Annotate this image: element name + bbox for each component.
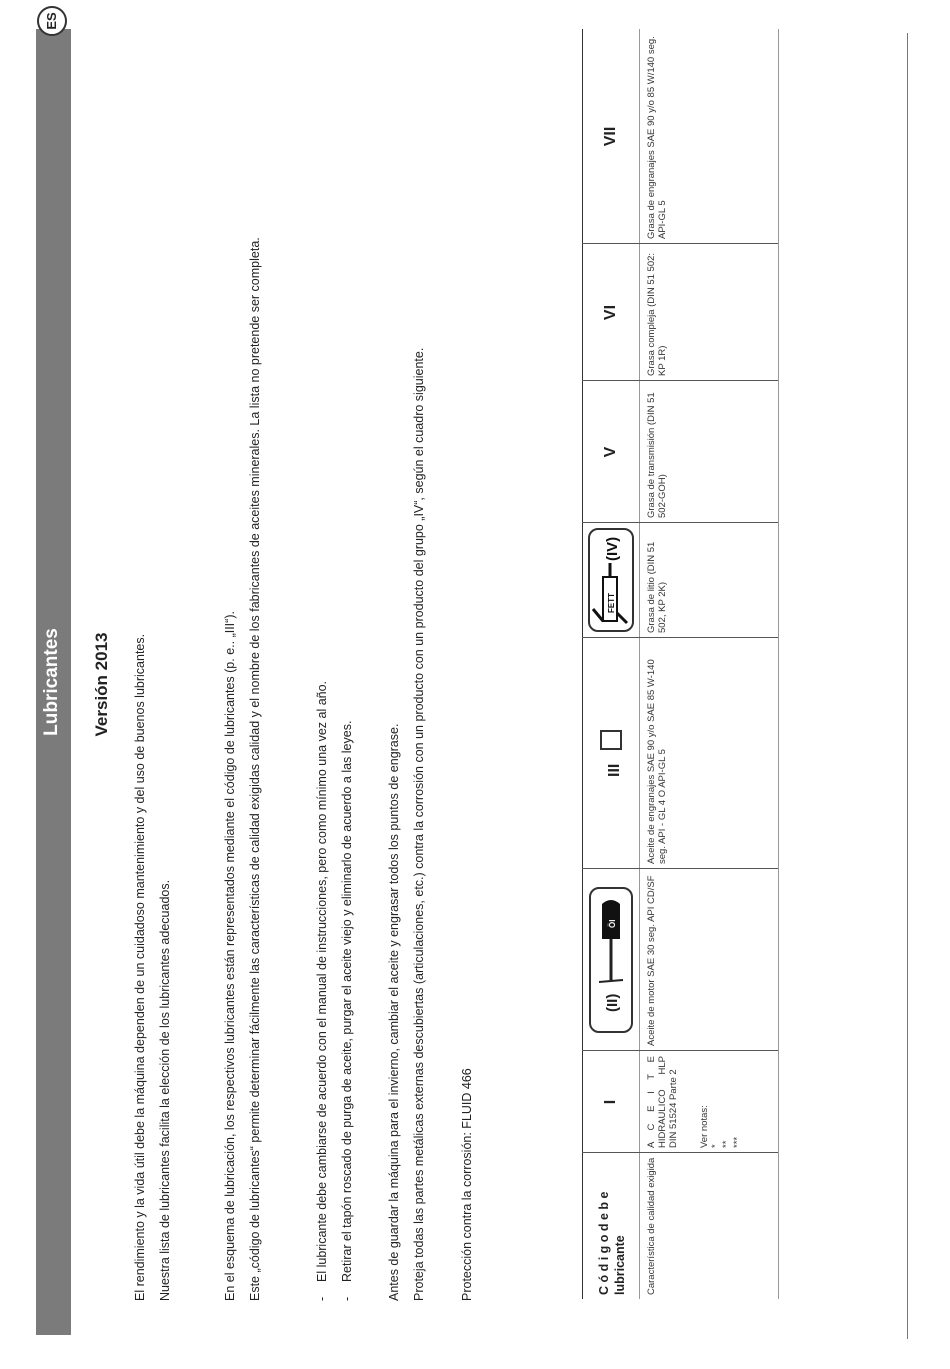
- winter-paragraph: [382, 348, 432, 1301]
- quality-row-label: Característica de calidad exigida: [646, 1157, 657, 1295]
- quality-V: Grasa de transmisión (DIN 51 502-GOH): [646, 392, 668, 518]
- code-VI: VI: [601, 304, 619, 321]
- code-I: I: [601, 1099, 619, 1105]
- grease-gun-icon: [587, 528, 635, 634]
- quality-VI: Grasa compleja (DIN 51 502: KP 1R): [646, 252, 668, 376]
- page-title: Lubricantes: [41, 628, 62, 736]
- corrosion-note: Protección contra la corrosión: FLUID 466: [460, 1068, 474, 1301]
- winter-line: Antes de guardar la máquina para el invierno, cambiar el aceite y engrasar todos los puntos de engrase.: [387, 723, 401, 1301]
- quality-II: Aceite de motor SAE 30 seg. API CD/SF: [646, 875, 657, 1046]
- code-III-label: III: [605, 764, 623, 778]
- intro-paragraph: [128, 634, 178, 1301]
- note-marker: *: [710, 1144, 721, 1148]
- quality-IV: Grasa de litio (DIN 51 502, KP 2K): [646, 541, 668, 633]
- winter-line: Proteja todas las partes metálicas externas descubiertas (articulaciones, etc.) contra la corrosión con un producto con un producto del grupo „IV“, según el cuadro siguiente.: [412, 347, 426, 1301]
- code-II-label: (II): [603, 993, 621, 1012]
- intro-line: El rendimiento y la vida útil debe la máquina dependen de un cuidadoso mantenimiento y del uso de buenos lubricantes.: [133, 633, 147, 1301]
- bullet-item: -El lubricante debe cambiarse de acuerdo con el manual de instrucciones, pero como mínimo una vez al año.: [315, 680, 329, 1301]
- code-II-cell: [582, 869, 639, 1051]
- grease-icon-label: FETT: [606, 593, 616, 614]
- quality-I: A C E I T E HIDRAULICO HLP DIN 51524 Parte 2 Ver notas: * ** ***: [646, 1056, 743, 1148]
- gearbox-icon: [596, 728, 626, 780]
- note-marker: ***: [732, 1136, 743, 1148]
- code-header-label: C ó d i g o d e b e lubricante: [597, 1191, 627, 1295]
- bullet-list: [310, 681, 360, 1301]
- scheme-line: En el esquema de lubricación, los respectivos lubricantes están representados mediante el código de lubricantes (p. e.. „III“).: [223, 611, 237, 1301]
- scheme-paragraph: [218, 237, 268, 1301]
- notes-label: Ver notas:: [699, 1105, 710, 1148]
- code-VII: VII: [601, 126, 619, 147]
- lubricant-table: [582, 29, 780, 1299]
- code-V: V: [601, 446, 619, 458]
- scheme-line: Este „código de lubricantes“ permite determinar fácilmente las características de calidad exigidas calidad y el nombre de los fabricantes de aceites minerales. La lista no pretende ser completa.: [248, 237, 262, 1301]
- quality-VII: Grasa de engranajes SAE 90 y/o 85 W/140 seg. API-GL 5: [646, 36, 668, 239]
- code-IV-cell: [582, 523, 639, 638]
- language-badge: ES: [37, 6, 67, 36]
- footer-rule: [907, 33, 908, 1339]
- note-marker: **: [721, 1140, 732, 1148]
- table-bottom-border: [778, 29, 779, 1299]
- intro-line: Nuestra lista de lubricantes facilita la elección de los lubricantes adecuados.: [158, 879, 172, 1301]
- bullet-item: -Retirar el tapón roscado de purga de aceite, purgar el aceite viejo y eliminarlo de acuerdo a las leyes.: [340, 720, 354, 1301]
- version-heading: Versión 2013: [92, 632, 111, 737]
- code-IV-label: (IV): [603, 537, 621, 562]
- oil-icon-label: Öl: [607, 919, 617, 928]
- title-bar: [36, 29, 71, 1335]
- oil-can-icon: [588, 886, 634, 1034]
- quality-III: Aceite de engranajes SAE 90 y/o SAE 85 W-140 seg. API - GL 4 O API-GL 5: [646, 659, 668, 864]
- code-III-cell: [582, 638, 639, 869]
- table-header-divider: [639, 29, 640, 1299]
